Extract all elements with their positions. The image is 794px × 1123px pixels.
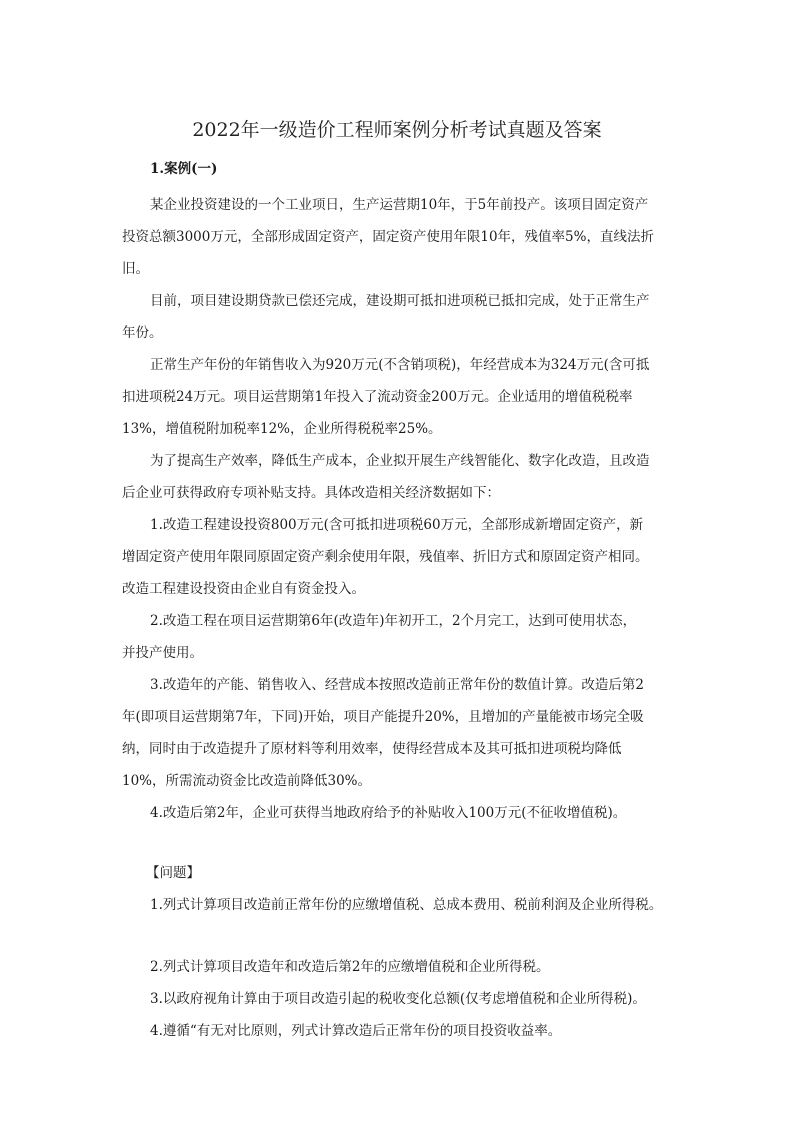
list-item-line: 纳，同时由于改造提升了原材料等利用效率，使得经营成本及其可抵扣进项税均降低 bbox=[122, 741, 622, 757]
questions-heading: 【问题】 bbox=[146, 865, 200, 881]
list-item-line: 1.改造工程建设投资800万元(含可抵扣进项税60万元，全部形成新增固定资产，新 bbox=[150, 517, 644, 533]
list-item-line: 10%，所需流动资金比改造前降低30%。 bbox=[122, 773, 372, 789]
paragraph-line: 投资总额3000万元，全部形成固定资产，固定资产使用年限10年，残值率5%，直线法折 bbox=[122, 229, 654, 245]
list-item-line: 改造工程建设投资由企业自有资金投入。 bbox=[122, 581, 365, 597]
paragraph-line: 某企业投资建设的一个工业项日，生产运营期10年，于5年前投产。该项目固定资产 bbox=[150, 197, 649, 213]
list-item-line: 2.改造工程在项目运营期第6年(改造年)年初开工，2个月完工，达到可使用状态， bbox=[150, 613, 637, 629]
paragraph-line: 13%，增值税附加税率12%，企业所得税税率25%。 bbox=[122, 421, 442, 437]
list-item-line: 4.改造后第2年，企业可获得当地政府给予的补贴收入100万元(不征收增值税)。 bbox=[150, 805, 627, 821]
paragraph-line: 扣进项税24万元。项目运营期第1年投入了流动资金200万元。企业适用的增值税税率 bbox=[122, 389, 633, 405]
list-item-line: 并投产使用。 bbox=[122, 645, 203, 661]
list-item-line: 年(即项目运营期第7年，下同)开始，项目产能提升20%，且增加的产量能被市场完全吸 bbox=[122, 709, 644, 725]
list-item-line: 增固定资产使用年限同原固定资产剩余使用年限，残值率、折旧方式和原固定资产相同。 bbox=[122, 549, 649, 565]
list-item-line: 3.改造年的产能、销售收入、经营成本按照改造前正常年份的数值计算。改造后第2 bbox=[150, 677, 644, 693]
page-title: 2022年一级造价工程师案例分析考试真题及答案 bbox=[192, 119, 602, 141]
question-line: 3.以政府视角计算由于项目改造引起的税收变化总额(仅考虑增值税和企业所得税)。 bbox=[150, 991, 646, 1007]
paragraph-line: 目前，项目建设期贷款已偿还完成，建设期可抵扣进项税已抵扣完成，处于正常生产 bbox=[150, 293, 650, 309]
section-heading: 1.案例(一) bbox=[150, 161, 218, 177]
question-line: 1.列式计算项目改造前正常年份的应缴增值税、总成本费用、税前利润及企业所得税。 bbox=[150, 897, 663, 913]
paragraph-line: 后企业可获得政府专项补贴支持。具体改造相关经济数据如下： bbox=[122, 485, 500, 501]
paragraph-line: 旧。 bbox=[122, 261, 149, 277]
paragraph-line: 年份。 bbox=[122, 325, 163, 341]
question-line: 4.遵循“有无对比原则，列式计算改造后正常年份的项目投资收益率。 bbox=[150, 1023, 562, 1039]
paragraph-line: 正常生产年份的年销售收入为920万元(不含销项税)，年经营成本为324万元(含可抵 bbox=[150, 357, 650, 373]
question-line: 2.列式计算项目改造年和改造后第2年的应缴增值税和企业所得税。 bbox=[150, 959, 550, 975]
paragraph-line: 为了提高生产效率，降低生产成本，企业拟开展生产线智能化、数字化改造，且改造 bbox=[150, 453, 650, 469]
